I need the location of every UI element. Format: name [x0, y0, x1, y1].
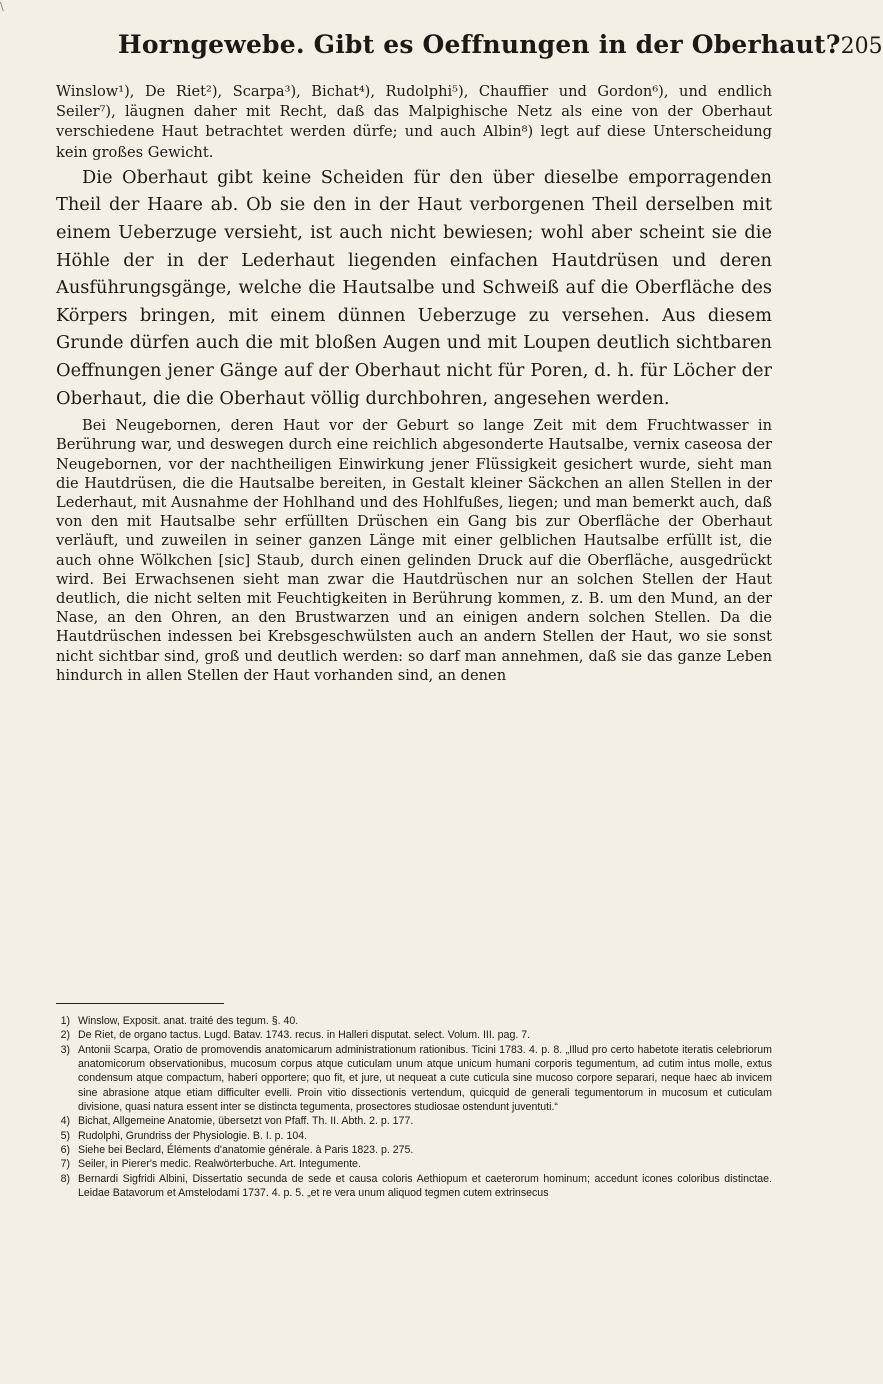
footnote-separator	[56, 1003, 224, 1004]
footnote-text: Bernardi Sigfridi Albini, Dissertatio secunda de sede et causa coloris Aethiopum et caeterorum hominum; accedunt icones coloribus distinctae. Leidae Batavorum et Amstelodami 1737. 4. p. 5. „et re vera unum aliquod tegmen cutem extrinsecus	[78, 1172, 772, 1200]
footnote-number: 1)	[60, 1015, 70, 1027]
footnote	[56, 1014, 772, 1028]
footnote-number: 6)	[60, 1144, 70, 1157]
footnote	[56, 1143, 772, 1157]
footnote-text: Siehe bei Beclard, Éléments d'anatomie générale. à Paris 1823. p. 275.	[78, 1144, 414, 1157]
paragraph-1: Winslow¹), De Riet²), Scarpa³), Bichat⁴), Rudolphi⁵), Chauffier und Gordon⁶), und endlich Seiler⁷), läugnen daher mit Recht, daß das Malpighische Netz als eine von der Oberhaut verschiedene Haut betrachtet werden dürfe; und auch Albin⁸) legt auf diese Unterscheidung kein großes Gewicht.	[56, 83, 772, 161]
footnote	[56, 1129, 772, 1143]
page-number: 205	[840, 34, 883, 59]
main-text	[56, 82, 772, 685]
footnote	[56, 1157, 772, 1171]
footnote	[56, 1114, 772, 1128]
footnote	[56, 1043, 772, 1115]
footnote-number: 7)	[60, 1158, 70, 1171]
footnote-text: Seiler, in Pierer's medic. Realwörterbuche. Art. Integumente.	[78, 1158, 361, 1171]
footnote-number: 8)	[60, 1172, 70, 1185]
running-title: Horngewebe. Gibt es Oeffnungen in der Oberhaut?	[118, 30, 841, 59]
running-header	[118, 30, 883, 66]
footnote-text: Rudolphi, Grundriss der Physiologie. B. I. p. 104.	[78, 1129, 308, 1142]
footnote-text: De Riet, de organo tactus. Lugd. Batav. 1743. recus. in Halleri disputat. select. Volum. III. pag. 7.	[78, 1029, 531, 1042]
footnote-number: 2)	[60, 1029, 70, 1042]
footnote-text: Winslow, Exposit. anat. traité des tegum. §. 40.	[78, 1015, 299, 1027]
paragraph-2: Die Oberhaut gibt keine Scheiden für den über dieselbe emporragenden Theil der Haare ab. Ob sie den in der Haut verborgenen Theil derselben mit einem Ueberzuge versieht, ist auch nicht bewiesen; wohl aber scheint sie die Höhle der in der Lederhaut liegenden einfachen Hautdrüsen und deren Ausführungsgänge, welche die Hautsalbe und Schweiß auf die Oberfläche des Körpers bringen, mit einem dünnen Ueberzuge zu versehen. Aus diesem Grunde dürfen auch die mit bloßen Augen und mit Loupen deutlich sichtbaren Oeffnungen jener Gänge auf der Oberhaut nicht für Poren, d. h. für Löcher der Oberhaut, die die Oberhaut völlig durchbohren, angesehen werden.	[56, 166, 772, 409]
footnote-number: 5)	[60, 1129, 70, 1142]
footnote-number: 4)	[60, 1115, 70, 1128]
footnote-text: Antonii Scarpa, Oratio de promovendis anatomicarum administrationum rationibus. Ticini 1783. 4. p. 8. „Illud pro certo habetote iteratis celebriorum anatomicorum observationibus, mucosum corpus atque cuticulam unum atque unicum humani corporis tegumentum, ad cutim intus molle, extus condensum atque compactum, haberi opportere; quo fit, et jure, ut nequeat a cute cuticula sine mucoso corpore separari, neque haec ab invicem sine abrasione atque etiam difficulter evelli. Proin vitio dissectionis vertendum, quicquid de generali tegumentorum in mucosum et cuticulam divisione, quasi natura essent inter se distincta tegumenta, prosectores studiosae ostendunt juventuti.“	[78, 1043, 772, 1114]
footnote-text: Bichat, Allgemeine Anatomie, übersetzt von Pfaff. Th. II. Abth. 2. p. 177.	[78, 1115, 414, 1128]
footnote-number: 3)	[60, 1043, 70, 1056]
footnote	[56, 1028, 772, 1042]
footnote	[56, 1172, 772, 1201]
paragraph-3: Bei Neugebornen, deren Haut vor der Geburt so lange Zeit mit dem Fruchtwasser in Berührung war, und deswegen durch eine reichlich abgesonderte Hautsalbe, vernix caseosa der Neugebornen, vor der nachtheiligen Einwirkung jener Flüssigkeit gesichert wurde, sieht man die Hautdrüsen, die die Hautsalbe bereiten, in Gestalt kleiner Säckchen an allen Stellen in der Lederhaut, mit Ausnahme der Hohlhand und des Hohlfußes, liegen; und man bemerkt auch, daß von den mit Hautsalbe sehr erfüllten Drüschen ein Gang bis zur Oberfläche der Oberhaut verläuft, und zuweilen in seiner ganzen Länge mit einer gelblichen Hautsalbe erfüllt ist, die auch ohne Wölkchen [sic] Staub, durch einen gelinden Druck auf die Oberfläche, ausgedrückt wird. Bei Erwachsenen sieht man zwar die Hautdrüschen nur an solchen Stellen der Haut deutlich, die nicht selten mit Feuchtigkeiten in Berührung kommen, z. B. um den Mund, an der Nase, an den Ohren, an den Brustwarzen und an einigen andern solchen Stellen. Da die Hautdrüschen indessen bei Krebsgeschwülsten auch an andern Stellen der Haut, wo sie sonst nicht sichtbar sind, groß und deutlich werden: so darf man annehmen, daß sie das ganze Leben hindurch in allen Stellen der Haut vorhanden sind, an denen	[56, 417, 772, 684]
footnotes	[56, 1014, 772, 1200]
corner-mark: \	[0, 0, 4, 13]
